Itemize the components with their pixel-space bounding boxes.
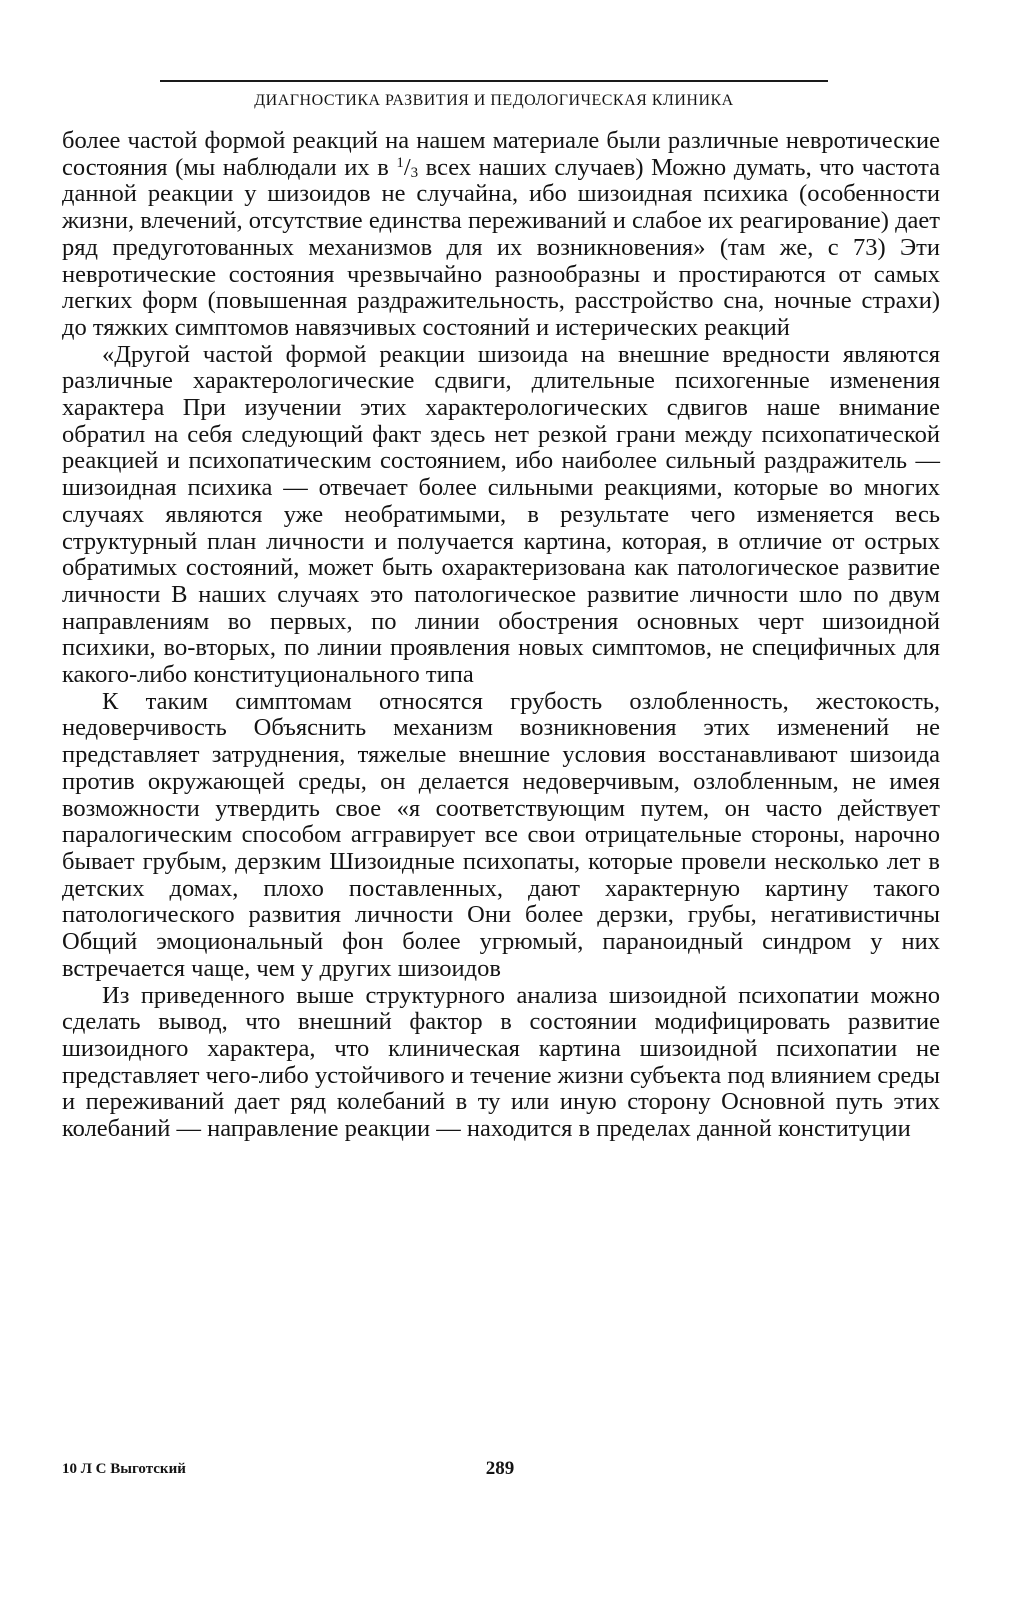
paragraph-1-text-end: всех наших случаев) Можно думать, что частота данной реакции у шизоидов не случайна, ибо шизоидная психика (особенности жизни, влечений, отсутствие единства переживаний и слабое их реагирование) дает ряд предуготованных механизмов для их возникновения» (там же, с 73) Эти невротические состояния чрезвычайно разнообразны и простираются от самых легких форм (повышенная раздражительность, расстройство сна, ночные страхи) до тяжких симптомов навязчивых состояний и истерических реакций [62, 153, 940, 341]
paragraph-1 [62, 128, 940, 342]
running-title: ДИАГНОСТИКА РАЗВИТИЯ И ПЕДОЛОГИЧЕСКАЯ КЛИНИКА [254, 92, 734, 109]
paragraph-2: «Другой частой формой реакции шизоида на внешние вредности являются различные характерологические сдвиги, длительные психогенные изменения характера При изучении этих характерологических сдвигов наше внимание обратил на себя следующий факт здесь нет резкой грани между психопатической реакцией и психопатическим состоянием, ибо наиболее сильный раздражитель — шизоидная психика — отвечает более сильными реакциями, которые во многих случаях являются уже необратимыми, в результате чего изменяется весь структурный план личности и получается картина, которая, в отличие от острых обратимых состояний, может быть охарактеризована как патологическое развитие личности В наших случаях это патологическое развитие личности шло по двум направлениям во первых, по линии обострения основных черт шизоидной психики, во-вторых, по линии проявления новых симптомов, не специфичных для какого-либо конституционального типа [62, 340, 940, 689]
fraction-numerator: 1 [396, 154, 404, 171]
header-rule [160, 80, 828, 82]
paragraph-3: К таким симптомам относятся грубость озлобленность, жестокость, недоверчивость Объяснить механизм возникновения этих изменений не представляет затруднения, тяжелые внешние условия восстанавливают шизоида против окружающей среды, он делается недоверчивым, озлобленным, не имея возможности утвердить свое «я соответствующим путем, он часто действует паралогическим способом аггравирует все свои отрицательные стороны, нарочно бывает грубым, дерзким Шизоидные психопаты, которые провели несколько лет в детских домах, плохо поставленных, дают характерную картину такого патологического развития личности Они более дерзки, грубы, негативистичны Общий эмоциональный фон более угрюмый, параноидный синдром у них встречается чаще, чем у других шизоидов [62, 687, 940, 982]
paragraph-4: Из приведенного выше структурного анализа шизоидной психопатии можно сделать вывод, что внешний фактор в состоянии модифицировать развитие шизоидного характера, что клиническая картина шизоидной психопатии не представляет чего-либо устойчивого и течение жизни субъекта под влиянием среды и переживаний дает ряд колебаний в ту или иную сторону Основной путь этих колебаний — направление реакции — находится в пределах данной конституции [62, 981, 940, 1143]
page-number: 289 [485, 1458, 515, 1479]
fraction-one-third: $^1/_3$ [396, 153, 419, 181]
body-text [62, 128, 940, 1143]
signature-mark: 10 Л С Выготский [62, 1461, 186, 1477]
paragraph-1-text-start: более частой формой реакций на нашем материале были различные невротические состояния (мы наблюдали их в [62, 127, 940, 181]
fraction-denominator: 3 [410, 164, 419, 181]
